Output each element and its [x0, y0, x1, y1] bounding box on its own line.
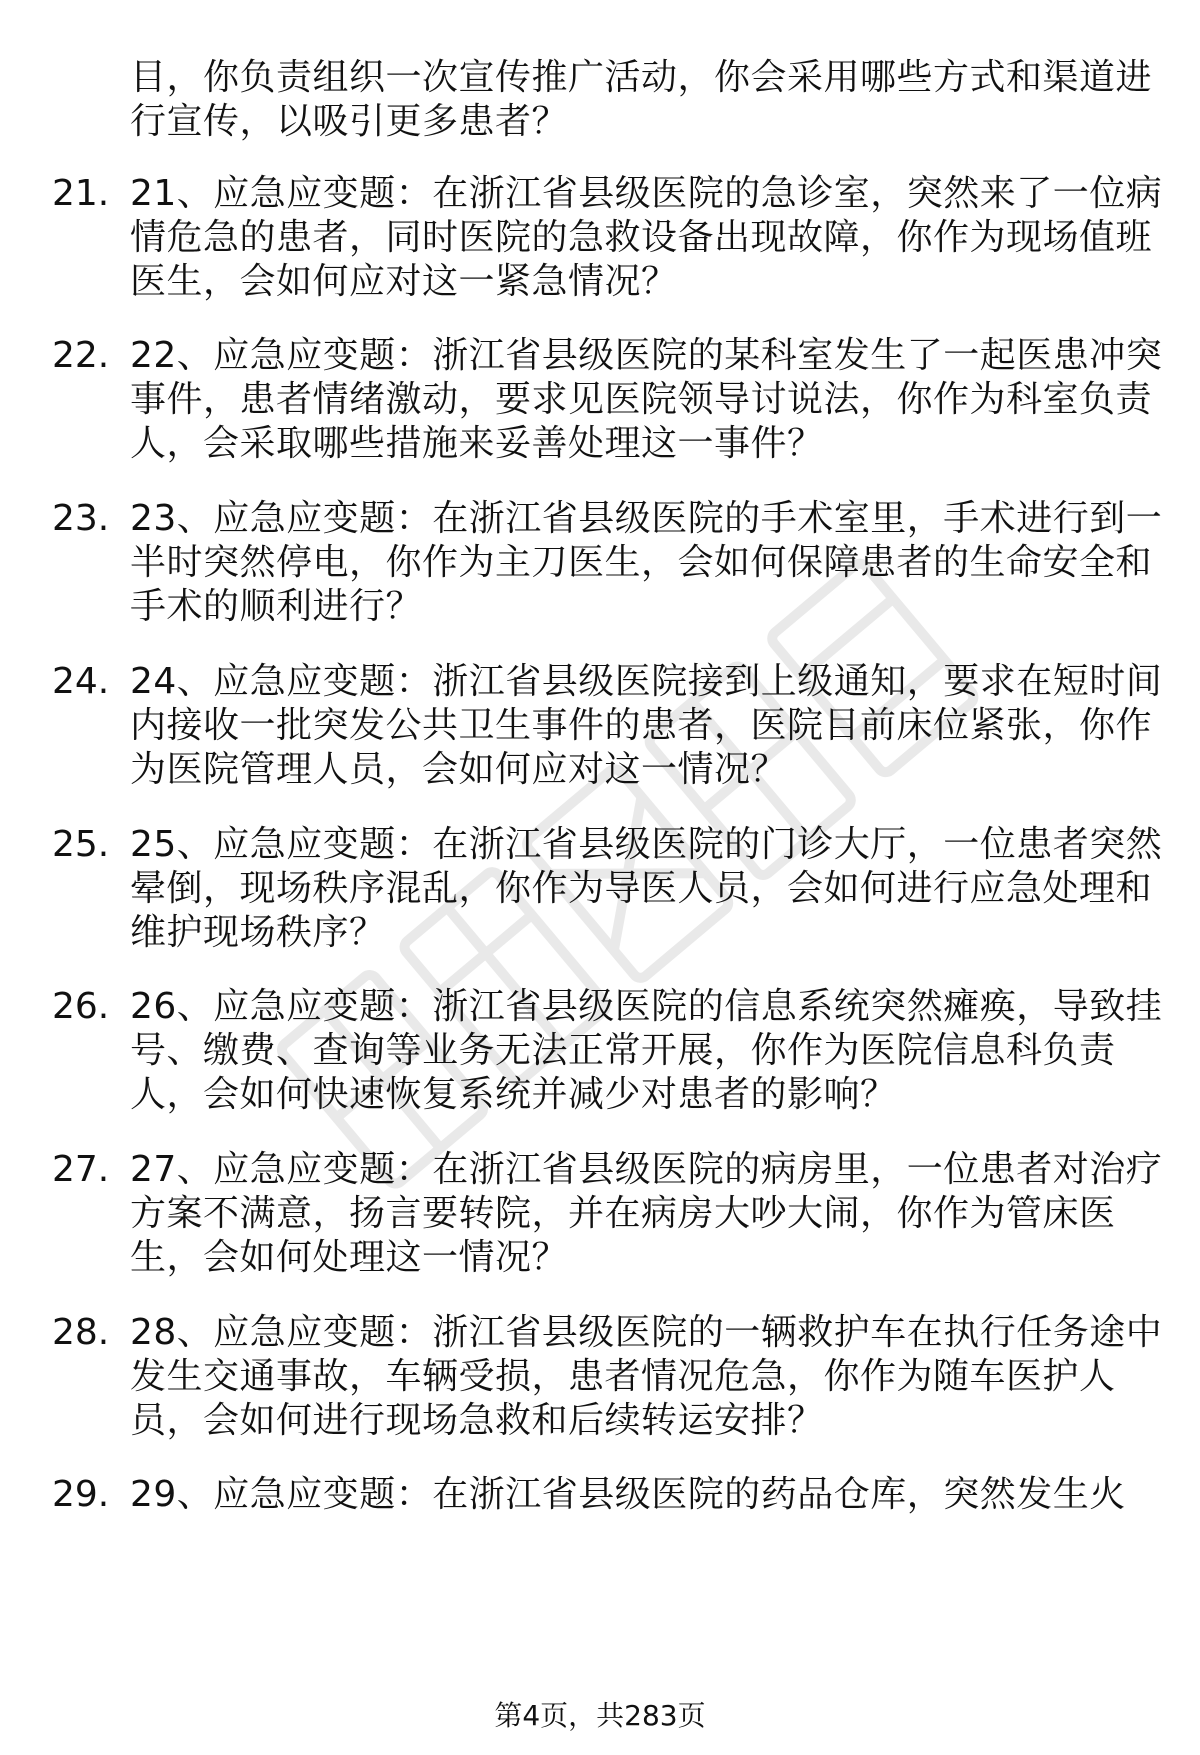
question-line: 医生，会如何应对这一紧急情况？ [130, 261, 678, 302]
question-line: 22、应急应变题：浙江省县级医院的某科室发生了一起医患冲突 [130, 335, 1163, 376]
question-number: 29. [52, 1474, 110, 1515]
question-line: 号、缴费、查询等业务无法正常开展，你作为医院信息科负责 [130, 1030, 1116, 1071]
question-line: 23、应急应变题：在浙江省县级医院的手术室里，手术进行到一 [130, 498, 1163, 539]
question-line: 方案不满意，扬言要转院，并在病房大吵大闹，你作为管床医 [130, 1193, 1116, 1234]
question-line: 为医院管理人员，会如何应对这一情况？ [130, 749, 788, 790]
question-line: 手术的顺利进行？ [130, 586, 423, 627]
question-number: 26. [52, 986, 110, 1027]
question-line: 21、应急应变题：在浙江省县级医院的急诊室，突然来了一位病 [130, 173, 1163, 214]
question-line: 维护现场秩序？ [130, 912, 386, 953]
question-number: 28. [52, 1312, 110, 1353]
question-line: 发生交通事故，车辆受损，患者情况危急，你作为随车医护人 [130, 1356, 1116, 1397]
question-line: 人，会如何快速恢复系统并减少对患者的影响？ [130, 1074, 897, 1115]
question-line: 生，会如何处理这一情况？ [130, 1237, 569, 1278]
question-line: 26、应急应变题：浙江省县级医院的信息系统突然瘫痪，导致挂 [130, 986, 1163, 1027]
question-line: 情危急的患者，同时医院的急救设备出现故障，你作为现场值班 [130, 217, 1153, 258]
continuation-line: 目，你负责组织一次宣传推广活动，你会采用哪些方式和渠道进 [130, 57, 1153, 98]
question-line: 半时突然停电，你作为主刀医生，会如何保障患者的生命安全和 [130, 542, 1153, 583]
question-line: 事件，患者情绪激动，要求见医院领导讨说法，你作为科室负责 [130, 379, 1153, 420]
question-number: 23. [52, 498, 110, 539]
question-number: 21. [52, 173, 110, 214]
question-line: 28、应急应变题：浙江省县级医院的一辆救护车在执行任务途中 [130, 1312, 1163, 1353]
question-line: 员，会如何进行现场急救和后续转运安排？ [130, 1400, 824, 1441]
question-line: 25、应急应变题：在浙江省县级医院的门诊大厅，一位患者突然 [130, 824, 1163, 865]
continuation-line: 行宣传，以吸引更多患者？ [130, 101, 569, 142]
question-line: 24、应急应变题：浙江省县级医院接到上级通知，要求在短时间 [130, 661, 1163, 702]
question-number: 27. [52, 1149, 110, 1190]
page-footer: 第4页，共283页 [494, 1699, 706, 1732]
question-number: 24. [52, 661, 110, 702]
question-line: 内接收一批突发公共卫生事件的患者，医院目前床位紧张，你作 [130, 705, 1153, 746]
question-line: 人，会采取哪些措施来妥善处理这一事件？ [130, 423, 824, 464]
question-line: 29、应急应变题：在浙江省县级医院的药品仓库，突然发生火 [130, 1474, 1126, 1515]
question-line: 晕倒，现场秩序混乱，你作为导医人员，会如何进行应急处理和 [130, 868, 1153, 909]
question-number: 22. [52, 335, 110, 376]
question-line: 27、应急应变题：在浙江省县级医院的病房里，一位患者对治疗 [130, 1149, 1163, 1190]
question-number: 25. [52, 824, 110, 865]
